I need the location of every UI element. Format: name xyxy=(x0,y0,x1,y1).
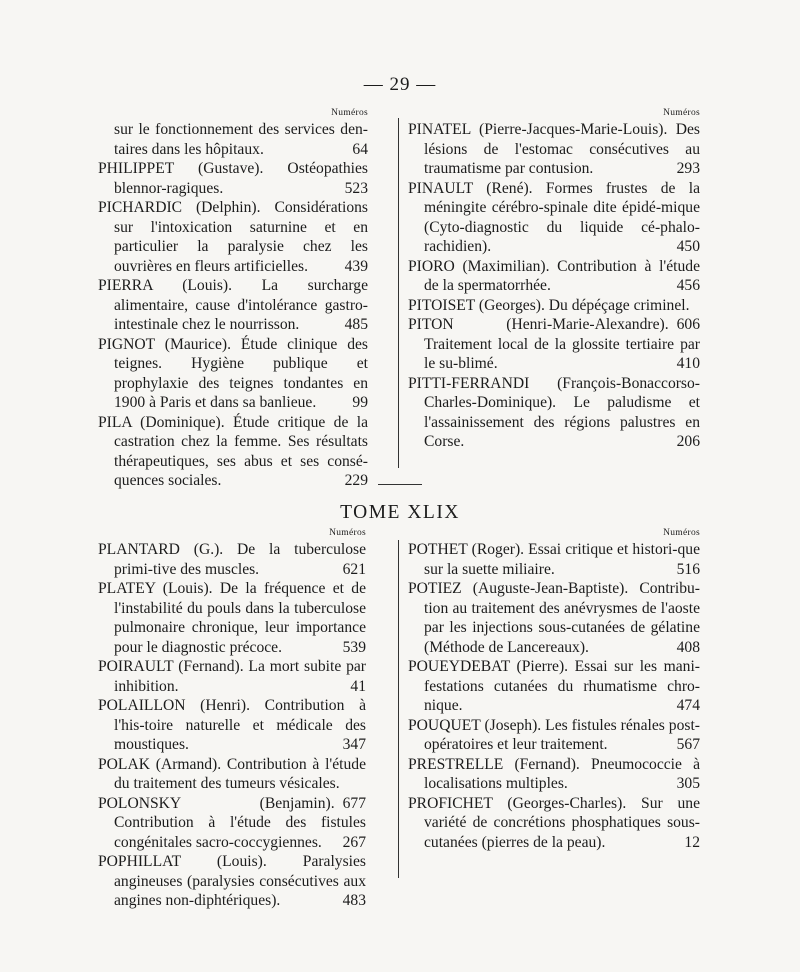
index-entry xyxy=(98,794,366,853)
index-entry xyxy=(408,794,700,853)
entry-text: POLONSKY (Benjamin). Contribution à l'étude des fistules congénitales sacro-coccygiennes. xyxy=(98,794,366,851)
entry-number: 347 xyxy=(342,736,366,753)
entry-number: 516 xyxy=(676,560,700,578)
entry-text: sur le fonctionnement des services den-taires dans les hôpitaux. xyxy=(114,121,368,158)
entry-text: PICHARDIC (Delphin). Considérations sur l'intoxication saturnine et en particulier la paralysie chez les ouvrières en fleurs artificielles. xyxy=(98,199,368,275)
entry-text: POLAILLON (Henri). Contribution à l'his-toire naturelle et médicale des moustiques. xyxy=(98,697,366,753)
entry-number: 539 xyxy=(342,638,366,656)
column-divider-top xyxy=(398,118,399,468)
entry-text: PITTI-FERRANDI (François-Bonaccorso-Charles-Dominique). Le paludisme et l'assainissement des régions palustres en Corse. xyxy=(408,374,700,450)
entry-text: POUEYDEBAT (Pierre). Essai sur les mani-festations cutanées du rhumatisme chro-nique. xyxy=(408,658,700,714)
entry-text: PRESTRELLE (Fernand). Pneumococcie à localisations multiples. xyxy=(408,755,700,792)
index-entry xyxy=(408,540,700,579)
index-entry xyxy=(408,315,700,374)
entry-text: PINAULT (René). Formes frustes de la méningite cérébro-spinale dite épidé-mique (Cyto-diagnostic du liquide cé-phalo-rachidien). xyxy=(408,179,700,255)
entry-number: 523 xyxy=(344,179,368,197)
entry-number: 64 xyxy=(352,140,368,158)
entry-number: 450 xyxy=(676,238,700,255)
entry-text: PITOISET (Georges). Du dépéçage criminel. xyxy=(408,296,690,314)
index-entry xyxy=(408,257,700,296)
index-entry xyxy=(98,755,366,812)
entry-text: POTHET (Roger). Essai critique et histori-que sur la suette miliaire. xyxy=(408,541,700,578)
entry-number: 408 xyxy=(676,638,700,656)
entry-text: PIORO (Maximilian). Contribution à l'étude de la spermatorrhée. xyxy=(408,257,700,294)
entry-number: 229 xyxy=(344,472,368,489)
entry-number: 439 xyxy=(344,257,368,275)
index-entry xyxy=(408,657,700,716)
entry-number: 267 xyxy=(342,833,366,851)
entry-number: 621 xyxy=(342,560,366,578)
entry-number: 293 xyxy=(676,160,700,177)
entry-number: 305 xyxy=(676,775,700,792)
entry-text: PILA (Dominique). Étude critique de la castration chez la femme. Ses résultats thérapeutiques, ses abus et ses consé-quences sociales. xyxy=(98,413,368,489)
section-separator xyxy=(378,484,422,485)
column-divider-bottom xyxy=(398,540,399,878)
index-entry xyxy=(408,120,700,179)
entry-number: 606 xyxy=(676,316,700,333)
entry-number: 12 xyxy=(684,833,700,851)
tome-title: TOME XLIX xyxy=(340,502,460,523)
entry-text: PITON (Henri-Marie-Alexandre). Traitement local de la glossite tertiaire par le su-blimé. xyxy=(408,316,700,372)
entry-number: 41 xyxy=(350,677,366,695)
index-entry xyxy=(98,159,368,198)
page-number: — 29 — xyxy=(363,74,437,95)
column-bottom-left xyxy=(98,528,366,911)
column-header: Numéros xyxy=(663,528,700,538)
entry-text: POUQUET (Joseph). Les fistules rénales post-opératoires et leur traitement. xyxy=(408,716,700,753)
entry-text: POIRAULT (Fernand). La mort subite par inhibition. xyxy=(98,658,366,695)
entry-number: 456 xyxy=(676,277,700,294)
entry-text: PLATEY (Louis). De la fréquence et de l'instabilité du pouls dans la tuberculose pulmonaire chronique, leur importance pour le diagnostic précoce. xyxy=(98,580,366,656)
entry-number: 99 xyxy=(352,394,368,411)
index-entry xyxy=(98,120,368,159)
entry-text: PIERRA (Louis). La surcharge alimentaire, cause d'intolérance gastro-intestinale chez le nourrisson. xyxy=(98,277,368,333)
entry-text: PINATEL (Pierre-Jacques-Marie-Louis). Des lésions de l'estomac consécutives au traumatisme par contusion. xyxy=(408,121,700,177)
index-entry xyxy=(98,852,366,911)
entry-number: 485 xyxy=(344,316,368,333)
index-entry xyxy=(98,198,368,276)
entry-text: POPHILLAT (Louis). Paralysies angineuses (paralysies consécutives aux angines non-diphtériques). xyxy=(98,853,366,909)
index-entry xyxy=(408,755,700,794)
entry-number: 567 xyxy=(676,736,700,753)
index-entry xyxy=(98,335,368,413)
entry-text: POTIEZ (Auguste-Jean-Baptiste). Contribu-tion au traitement des anévrysmes de l'aoste par les injections sous-cutanées de gélatine (Méthode de Lancereaux). xyxy=(408,580,700,656)
index-entry xyxy=(408,716,700,755)
entry-number: 483 xyxy=(342,892,366,909)
index-entry xyxy=(98,579,366,657)
entry-text: PLANTARD (G.). De la tuberculose primi-tive des muscles. xyxy=(98,541,366,578)
index-entry xyxy=(98,276,368,335)
index-entry xyxy=(98,413,368,491)
index-entry xyxy=(98,657,366,696)
index-entry xyxy=(98,540,366,579)
column-top-right xyxy=(408,108,700,452)
entry-text: PHILIPPET (Gustave). Ostéopathies blennor-ragiques. xyxy=(98,160,368,197)
index-entry xyxy=(408,579,700,657)
entry-number: 410 xyxy=(676,355,700,372)
column-top-left xyxy=(98,108,368,491)
entry-number: 677 xyxy=(342,794,366,812)
index-entry xyxy=(98,696,366,755)
index-entry xyxy=(408,296,700,333)
column-header: Numéros xyxy=(329,528,366,538)
column-bottom-right xyxy=(408,528,700,852)
entry-text: POLAK (Armand). Contribution à l'étude du traitement des tumeurs vésicales. xyxy=(98,755,366,792)
column-header: Numéros xyxy=(331,108,368,118)
entry-number: 474 xyxy=(676,697,700,714)
entry-text: PIGNOT (Maurice). Étude clinique des teignes. Hygiène publique et prophylaxie des teignes tondantes en 1900 à Paris et dans sa banlieue. xyxy=(98,335,368,411)
entry-text: PROFICHET (Georges-Charles). Sur une variété de concrétions phosphatiques sous-cutanées (pierres de la peau). xyxy=(408,794,700,851)
entry-number: 206 xyxy=(676,433,700,450)
index-entry xyxy=(408,374,700,452)
index-entry xyxy=(408,179,700,257)
column-header: Numéros xyxy=(663,108,700,118)
